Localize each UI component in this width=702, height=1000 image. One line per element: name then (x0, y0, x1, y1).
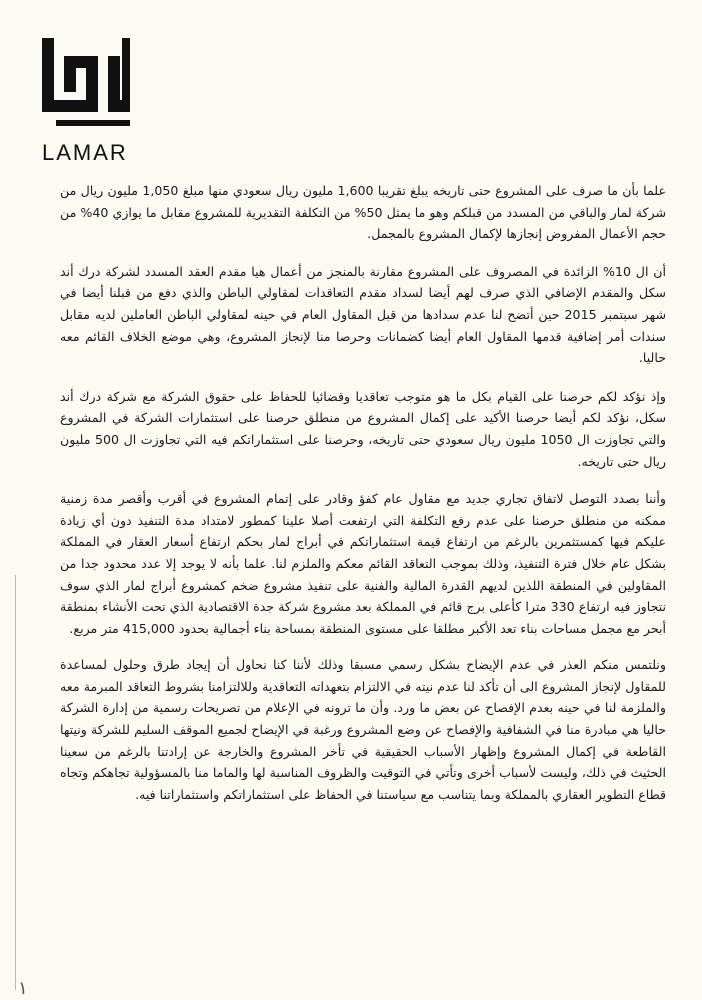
lamar-logo-text: LAMAR (42, 140, 128, 165)
lamar-logo-mark (38, 36, 134, 132)
paragraph-apology: ونلتمس منكم العذر في عدم الإيضاح بشكل رسمي مسبقا وذلك لأننا كنا نحاول أن إيجاد طرق وحلول لمساعدة للمقاول لإنجاز المشروع الى أن تأكد لنا عدم نيته في الالتزام بتعهداته التعاقدية وللالتزامنا بشروط التعاقد المبرمة معه والملزمة لنا في حينه بعدم الإفصاح عن بعض ما ورد. وأن ما ترونه في الإعلام من تصريحات رسمية من إدارة الشركة حاليا هي مبادرة منا في الشفافية والإفصاح عن وضع المشروع ورغبة في الإيضاح لجميع الموقف السليم للشركة ونيتها القاطعة في إكمال المشروع وإظهار الأسباب الحقيقية في تأخر المشروع والخارجة عن إرادتنا بالرغم من سعينا الحثيث في ذلك، وليست لأسباب أخرى وتأتي في التوقيت والظروف المناسبة لها والماما منا بالمسؤولية تجاهكم وتجاه قطاع التطوير العقاري بالمملكة وبما يتناسب مع سياستنا في الحفاظ على استثماراتكم واستثماراتنا فيه. (60, 657, 666, 802)
paragraph-new-contractor: وأننا بصدد التوصل لاتفاق تجاري جديد مع مقاول عام كفؤ وقادر على إتمام المشروع في أقرب وأقصر مدة زمنية ممكنه من منطلق حرصنا على عدم رفع التكلفة التي ارتفعت أصلا علينا كمطور لامتداد مدة التنفيذ دون أي زيادة عليكم فيها كمستثمرين بالرغم من ارتفاع قيمة استثماراتكم في أبراج لمار بحكم ارتفاع أسعار العقار في المملكة بشكل عام خلال فترة التنفيذ، وذلك بموجب التعاقد القائم معكم والملزم لنا. علما بأنه لا يوجد إلا عدد محدود جدا من المقاولين في المنطقة اللذين لديهم القدرة المالية والفنية على تنفيذ مشروع ضخم كمشروع أبراج لمار الذي سوف نتجاوز فيه ارتفاع 330 مترا كأعلى برج قائم في المملكة بعد مشروع شركة جدة الاقتصادية الذي تحت الأنشاء بمنطقة أبحر مع مجمل مساحات بناء تعد الأكبر مطلقا على مستوى المنطقة بمساحة بناء أجمالية بحدود 415,000 متر مربع. (60, 491, 667, 636)
scan-margin-line (15, 575, 16, 990)
paragraph-excess-spending: أن ال 10% الزائدة في المصروف على المشروع مقارنة بالمنجز من أعمال هيا مقدم العقد المسدد لشركة درك أند سكل والمقدم الإضافي الذي صرف لهم أيضا لسداد مقدم التعاقدات لمقاولي الباطن والذي دفع من قبلنا أيضا في شهر سبتمبر 2015 حين أتضح لنا عدم سدادها من قبل المقاول العام في حينه لمقاولي الباطن العاملين لديه مقابل سندات أمر إضافية قدمها المقاول العام أيضا كضمانات وحرصا منا لإنجاز المشروع، وهي موضع الخلاف القائم معه حاليا. (60, 263, 666, 366)
page-number-mark: ١ (18, 978, 28, 999)
paragraph-commitment: وإذ نؤكد لكم حرصنا على القيام بكل ما هو متوجب تعاقديا وقضائيا للحفاظ على حقوق الشركة مع شركة درك أند سكل، نؤكد لكم أيضا حرصنا الأكيد على إكمال المشروع من منطلق حرصنا على استثمارات الشركة في المشروع والتي تجاوزت ال 1050 مليون ريال سعودي حتى تاريخه، وحرصنا على استثماراتكم فيه التي تجاوزت ال 500 مليون ريال حتى تاريخه. (60, 388, 666, 469)
paragraph-spending: علما بأن ما صرف على المشروع حتى تاريخه يبلغ تقريبا 1,600 مليون ريال سعودي منها مبلغ 1,050 مليون ريال من شركة لمار والباقي من المسدد من قبلكم وهو ما يمثل 50% من التكلفة التقديرية للمشروع مقابل ما يوازي 40% من حجم الأعمال المفروض إنجازها لإكمال المشروع بالمجمل. (60, 183, 666, 242)
company-logo (28, 36, 148, 166)
letter-body (60, 180, 666, 821)
